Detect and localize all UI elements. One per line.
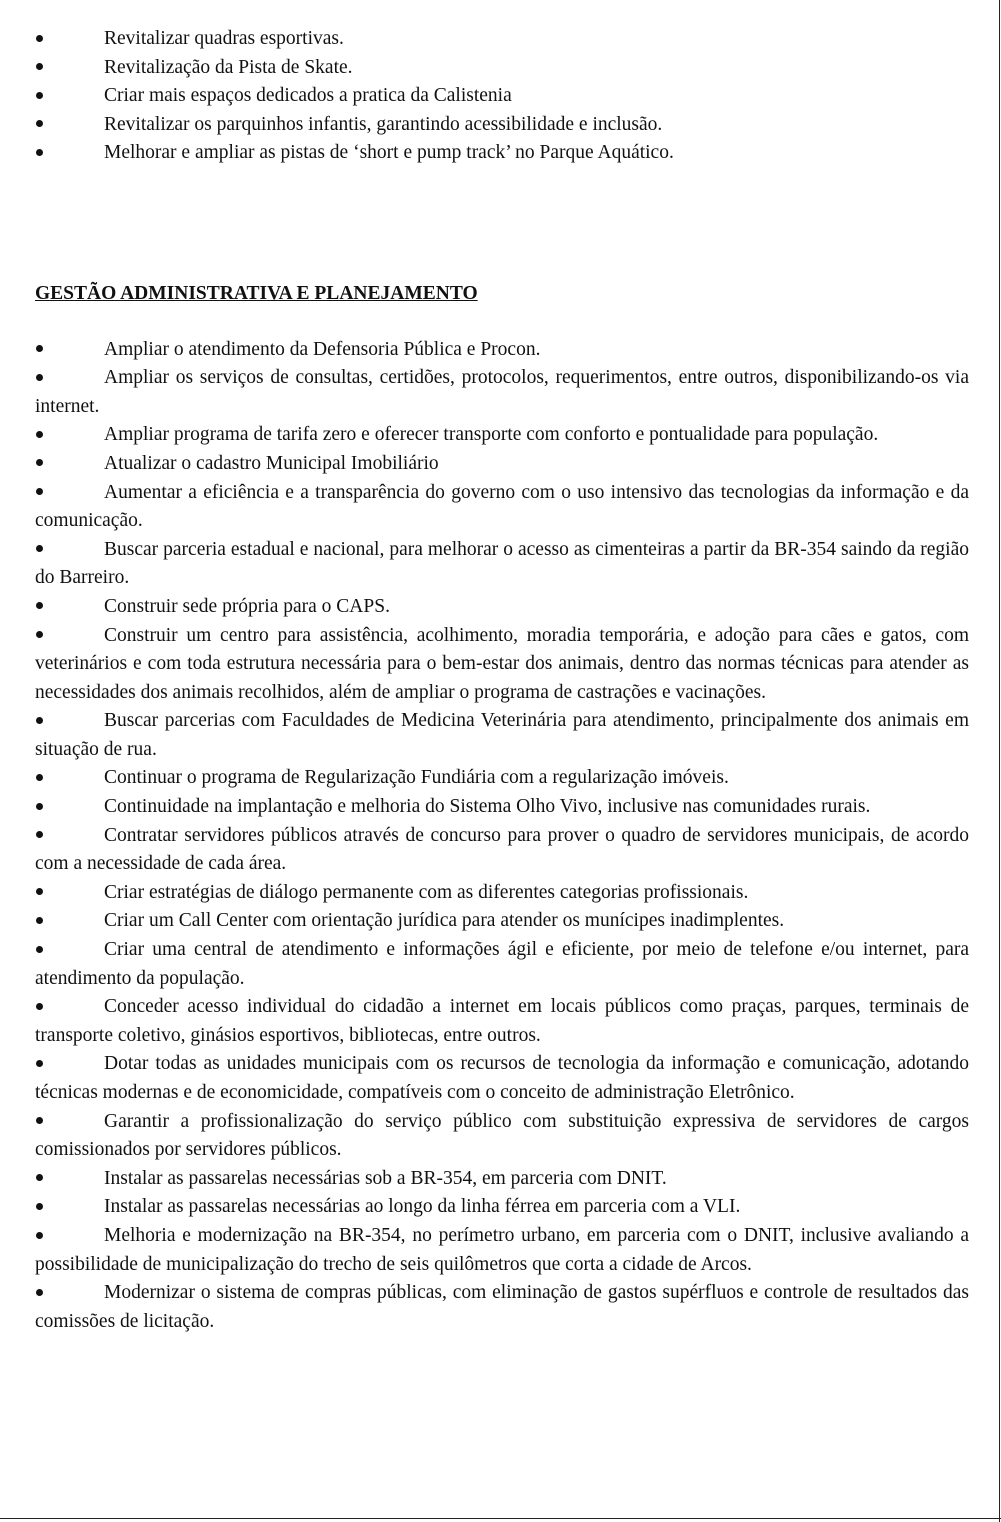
bullet-icon [35, 822, 104, 851]
list-item [35, 993, 969, 1050]
list-item-text: Buscar parcerias com Faculdades de Medicina Veterinária para atendimento, principalmente dos animais em situação de rua. [35, 710, 969, 760]
list-item [35, 139, 969, 168]
list-item [35, 593, 969, 622]
list-item [35, 1050, 969, 1107]
list-item [35, 907, 969, 936]
list-item-text: Conceder acesso individual do cidadão a internet em locais públicos como praças, parques, terminais de transporte coletivo, ginásios esportivos, bibliotecas, entre outros. [35, 996, 969, 1046]
list-item-text: Continuar o programa de Regularização Fundiária com a regularização imóveis. [104, 767, 729, 789]
list-item-text: Atualizar o cadastro Municipal Imobiliário [104, 452, 439, 474]
bullet-icon [35, 707, 104, 736]
list-item [35, 764, 969, 793]
list-item [35, 54, 969, 83]
bullet-icon [35, 54, 104, 83]
list-item-text: Revitalizar os parquinhos infantis, garantindo acessibilidade e inclusão. [104, 113, 663, 135]
page-right-border [999, 0, 1000, 1522]
list-item-text: Criar uma central de atendimento e informações ágil e eficiente, por meio de telefone e/ou internet, para atendimento da população. [35, 939, 969, 989]
list-item [35, 1108, 969, 1165]
section-heading: GESTÃO ADMINISTRATIVA E PLANEJAMENTO [35, 282, 478, 304]
list-item-text: Ampliar programa de tarifa zero e oferecer transporte com conforto e pontualidade para população. [104, 424, 879, 446]
list-item [35, 936, 969, 993]
list-item-text: Criar mais espaços dedicados a pratica da Calistenia [104, 85, 512, 107]
list-item [35, 421, 969, 450]
bullet-icon [35, 111, 104, 140]
bullet-icon [35, 993, 104, 1022]
list-item-text: Instalar as passarelas necessárias ao longo da linha férrea em parceria com a VLI. [104, 1196, 741, 1218]
bullet-icon [35, 450, 104, 479]
list-item-text: Criar um Call Center com orientação jurídica para atender os munícipes inadimplentes. [104, 910, 785, 932]
bullet-icon [35, 593, 104, 622]
list-item-text: Ampliar os serviços de consultas, certidões, protocolos, requerimentos, entre outros, disponibilizando-os via internet. [35, 367, 969, 417]
list-item [35, 479, 969, 536]
list-item [35, 1222, 969, 1279]
list-item-text: Contratar servidores públicos através de concurso para prover o quadro de servidores municipais, de acordo com a necessidade de cada área. [35, 824, 969, 875]
bullet-icon [35, 479, 104, 508]
bullet-icon [35, 139, 104, 168]
bullet-icon [35, 622, 104, 651]
list-item-text: Criar estratégias de diálogo permanente com as diferentes categorias profissionais. [104, 881, 749, 903]
bullet-icon [35, 1108, 104, 1137]
list-item-text: Buscar parceria estadual e nacional, para melhorar o acesso as cimenteiras a partir da BR-354 saindo da região do Barreiro. [35, 538, 969, 589]
bullet-icon [35, 1050, 104, 1079]
bullet-icon [35, 879, 104, 908]
list-item [35, 82, 969, 111]
list-item-text: Aumentar a eficiência e a transparência do governo com o uso intensivo das tecnologias da informação e da comunicação. [35, 481, 969, 532]
list-item [35, 111, 969, 140]
document-content [35, 25, 969, 1336]
list-item-text: Instalar as passarelas necessárias sob a BR-354, em parceria com DNIT. [104, 1167, 667, 1189]
bullet-icon [35, 364, 104, 393]
bullet-icon [35, 336, 104, 365]
bullet-icon [35, 536, 104, 565]
list-item-text: Garantir a profissionalização do serviço público com substituição expressiva de servidores de cargos comissionados por servidores públicos. [35, 1110, 969, 1161]
bullet-icon [35, 764, 104, 793]
bullet-icon [35, 907, 104, 936]
list-item-text: Construir sede própria para o CAPS. [104, 595, 390, 617]
list-item [35, 793, 969, 822]
bullet-icon [35, 1279, 104, 1308]
bullet-icon [35, 421, 104, 450]
list-item [35, 364, 969, 421]
list-item-text: Revitalização da Pista de Skate. [104, 56, 353, 78]
list-item-text: Revitalizar quadras esportivas. [104, 28, 344, 49]
list-item-text: Ampliar o atendimento da Defensoria Pública e Procon. [104, 338, 541, 360]
section-list [35, 336, 969, 1337]
bullet-icon [35, 25, 104, 54]
bullet-icon [35, 1193, 104, 1222]
bullet-icon [35, 82, 104, 111]
list-item [35, 879, 969, 908]
list-item [35, 1279, 969, 1336]
list-item [35, 622, 969, 708]
list-item-text: Modernizar o sistema de compras públicas, com eliminação de gastos supérfluos e controle de resultados das comissões de licitação. [35, 1282, 969, 1332]
list-item-text: Continuidade na implantação e melhoria do Sistema Olho Vivo, inclusive nas comunidades rurais. [104, 796, 871, 818]
bullet-icon [35, 1222, 104, 1251]
bullet-icon [35, 936, 104, 965]
bullet-icon [35, 1165, 104, 1194]
list-item [35, 822, 969, 879]
list-item [35, 336, 969, 365]
list-item-text: Construir um centro para assistência, acolhimento, moradia temporária, e adoção para cães e gatos, com veterinários e com toda estrutura necessária para o bem-estar dos animais, dentro das normas técnicas para atender as necessidades dos animais recolhidos, além de ampliar o programa de castrações e vacinações. [35, 624, 969, 703]
list-item [35, 536, 969, 593]
list-item [35, 25, 969, 54]
intro-list [35, 25, 969, 168]
list-item [35, 1165, 969, 1194]
page-bottom-border [0, 1518, 1001, 1519]
list-item [35, 450, 969, 479]
bullet-icon [35, 793, 104, 822]
list-item-text: Melhoria e modernização na BR-354, no perímetro urbano, em parceria com o DNIT, inclusive avaliando a possibilidade de municipalização do trecho de seis quilômetros que corta a cidade de Arcos. [35, 1224, 969, 1275]
list-item-text: Dotar todas as unidades municipais com os recursos de tecnologia da informação e comunicação, adotando técnicas modernas e de economicidade, compatíveis com o conceito de administração Eletrônico. [35, 1053, 969, 1103]
list-item [35, 707, 969, 764]
list-item-text: Melhorar e ampliar as pistas de ‘short e pump track’ no Parque Aquático. [104, 142, 674, 164]
list-item [35, 1193, 969, 1222]
